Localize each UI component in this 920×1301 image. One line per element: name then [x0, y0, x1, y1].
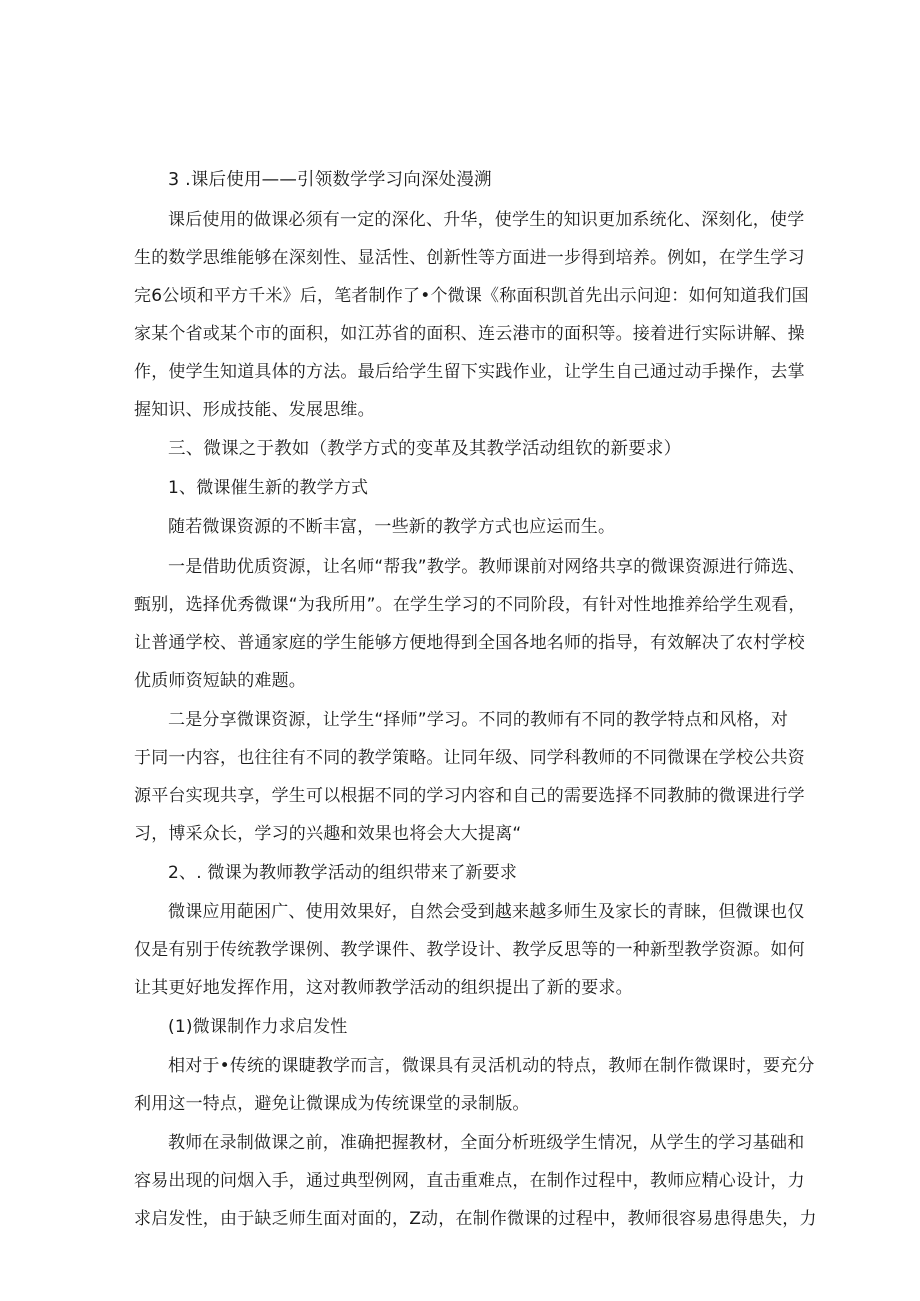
paragraph-line: 一是借助优质资源，让名师“帮我”教学。教师课前对网络共享的微课资源进行筛选、 — [168, 557, 806, 577]
paragraph-line: 利用这一特点，避免让微课成为传统课堂的录制版。 — [134, 1094, 530, 1114]
paragraph-line: 优质师资短缺的难题。 — [134, 671, 306, 691]
paragraph-line: 作，使学生知道具体的方法。最后给学生留下实践作业，让学生自己通过动手操作，去掌 — [134, 362, 805, 382]
paragraph-line: 求启发性，由于缺乏师生面对面的，Z动，在制作微课的过程中，教师很容易患得患失，力 — [134, 1209, 817, 1229]
paragraph-line: 相对于•传统的课睫教学而言，微课具有灵活机动的特点，教师在制作微课时，要充分 — [168, 1056, 815, 1076]
paragraph-line: 习，博采众长，学习的兴趣和效果也将会大大提离“ — [134, 824, 522, 844]
paragraph-line: 微课应用葩困广、使用效果好，自然会受到越来越多师生及家长的青睐，但微课也仅 — [168, 902, 805, 922]
paragraph-line: 二是分享微课资源，让学生“择师”学习。不同的教师有不同的教学特点和风格，对 — [168, 710, 789, 730]
paragraph-line: 完6公顷和平方千米》后，笔者制作了•个微课《称面积凯首先出示问迎：如何知道我们国 — [134, 286, 809, 306]
chapter-heading-3: 三、微课之于教如（教学方式的变革及其教学活动组钦的新要求） — [168, 439, 682, 459]
paragraph-line: 家某个省或某个市的面积，如江苏省的面积、连云港市的面积等。接着进行实际讲解、操 — [134, 324, 805, 344]
paragraph-line: 课后使用的做课必须有一定的深化、升华，使学生的知识更加系统化、深刻化，使学 — [168, 210, 805, 230]
section-heading-3: 3 .课后使用——引领数学学习向深处漫溯 — [168, 170, 492, 190]
paragraph-line: 让普通学校、普通家庭的学生能够方便地得到全国各地名师的指导，有效解决了农村学校 — [134, 633, 805, 653]
paragraph-line: 握知识、形成技能、发展思维。 — [134, 400, 375, 420]
paragraph-line: 让其更好地发挥作用，这对教师教学活动的组织提出了新的要求。 — [134, 978, 633, 998]
paragraph-line: 容易出现的问烟入手，通过典型例网，直击重难点，在制作过程中，教师应精心设计，力 — [134, 1171, 805, 1191]
paragraph-line: 于同一内容，也往往有不同的教学策略。让同年级、同学科教师的不同微课在学校公共资 — [134, 748, 805, 768]
paragraph-line: 随若微课资源的不断丰富，一些新的教学方式也应运而生。 — [168, 517, 616, 537]
paragraph-line: 生的数学思维能够在深刻性、显活性、创新性等方面进一步得到培养。例如，在学生学习 — [134, 248, 805, 268]
paragraph-line: 教师在录制做课之前，准确把握教材，全面分析班级学生情况，从学生的学习基础和 — [168, 1133, 805, 1153]
paragraph-line: 甄别，选择优秀微课“为我所用”。在学生学习的不同阶段，有针对性地推养给学生观看， — [134, 595, 806, 615]
paragraph-line: 仅是有别于传统教学课例、教学课件、教学设计、教学反思等的一种新型教学资源。如何 — [134, 940, 805, 960]
subsection-heading-1: 1、微课催生新的教学方式 — [168, 478, 369, 498]
paragraph-line: 源平台实现共享，学生可以根据不同的学习内容和自己的需要选择不同教肺的微课进行学 — [134, 786, 805, 806]
item-heading-1: (1)微课制作力求启发性 — [168, 1017, 348, 1037]
subsection-heading-2: 2、. 微课为教师教学活动的组织带来了新要求 — [168, 863, 518, 883]
